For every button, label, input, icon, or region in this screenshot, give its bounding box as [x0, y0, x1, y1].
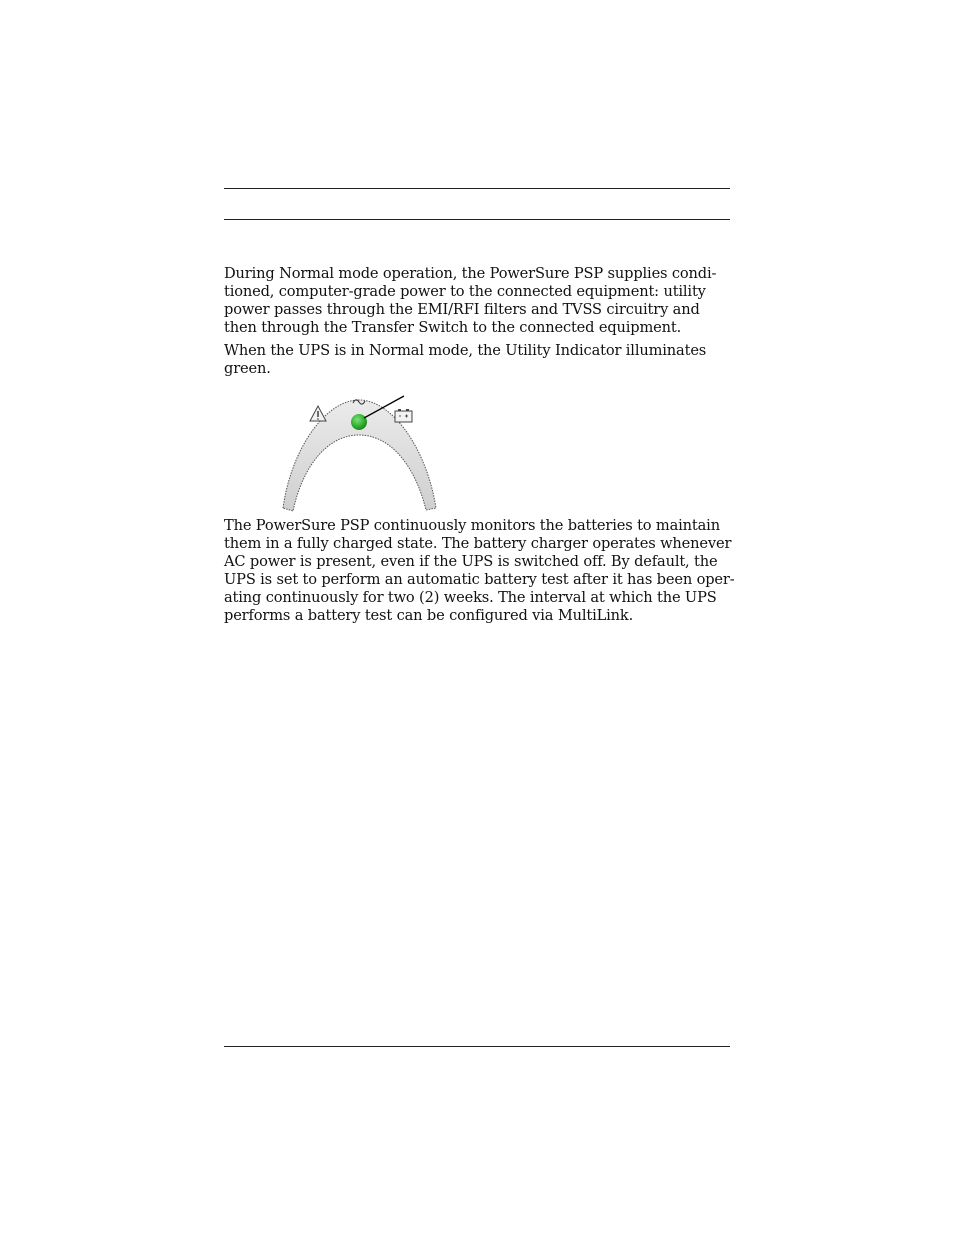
battery-icon — [395, 409, 412, 422]
text-line: tioned, computer-grade power to the connected equipment: utility — [224, 283, 706, 300]
ups-front-panel-figure — [275, 390, 445, 515]
text-line: them in a fully charged state. The battery charger operates whenever — [224, 535, 732, 552]
text-line: green. — [224, 360, 271, 377]
text-line: The PowerSure PSP continuously monitors the batteries to maintain — [224, 517, 720, 534]
footer-rule — [224, 1046, 730, 1047]
text-line: ating continuously for two (2) weeks. The interval at which the UPS — [224, 589, 717, 606]
text-line: When the UPS is in Normal mode, the Utility Indicator illuminates — [224, 342, 707, 359]
text-line: performs a battery test can be configured via MultiLink. — [224, 607, 634, 624]
paragraph-utility-indicator — [224, 342, 734, 378]
paragraph-normal-mode — [224, 265, 734, 337]
text-line: AC power is present, even if the UPS is switched off. By default, the — [224, 553, 718, 570]
text-line: UPS is set to perform an automatic battery test after it has been oper- — [224, 571, 735, 588]
paragraph-battery-monitoring — [224, 517, 734, 625]
text-line: then through the Transfer Switch to the connected equipment. — [224, 319, 682, 336]
warning-triangle-icon — [310, 406, 326, 421]
utility-indicator-led — [351, 414, 367, 430]
text-line: power passes through the EMI/RFI filters and TVSS circuitry and — [224, 301, 700, 318]
header-rule-bottom — [224, 219, 730, 220]
text-line: During Normal mode operation, the PowerSure PSP supplies condi- — [224, 265, 717, 282]
header-rule-top — [224, 188, 730, 189]
